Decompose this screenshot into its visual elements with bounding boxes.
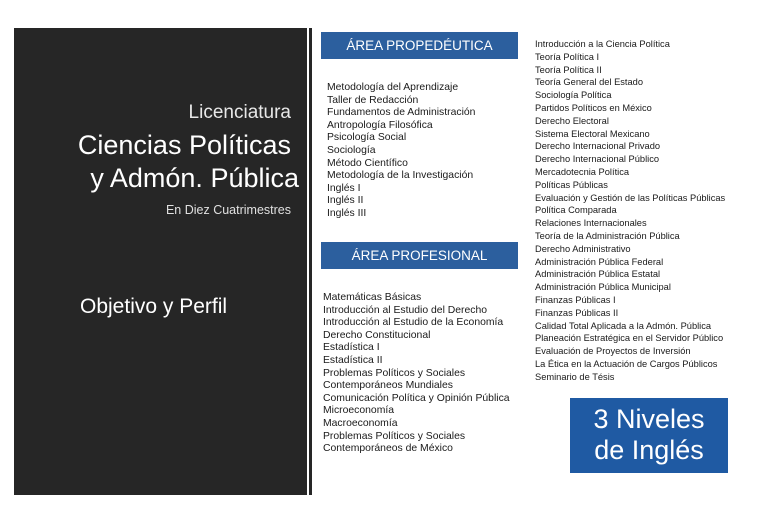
subject-item: Finanzas Públicas I	[535, 294, 616, 305]
subject-item: Mercadotecnia Política	[535, 166, 630, 177]
subject-item: Psicología Social	[327, 132, 407, 144]
cover-panel	[14, 28, 307, 495]
subject-item: Microeconomía	[323, 405, 395, 417]
subject-item: Teoría Política I	[535, 51, 600, 62]
english-line2: de Inglés	[594, 435, 704, 465]
subject-item: Problemas Políticos y Sociales	[323, 367, 466, 379]
subject-item: Teoría Política II	[535, 64, 602, 75]
subject-item: Comunicación Política y Opinión Pública	[323, 392, 510, 404]
subject-item: Antropología Filosófica	[327, 119, 433, 131]
program-title-line2: y Admón. Pública	[90, 163, 299, 193]
subject-item: Administración Pública Municipal	[535, 282, 671, 293]
subject-item: Metodología del Aprendizaje	[327, 82, 459, 93]
subject-item: Derecho Administrativo	[535, 243, 631, 254]
propedeutica-list	[327, 82, 475, 221]
subject-item: Derecho Electoral	[535, 115, 609, 126]
english-line1: 3 Niveles	[593, 404, 705, 434]
subject-item: Seminario de Tésis	[535, 371, 615, 382]
subject-item: Finanzas Públicas II	[535, 307, 619, 318]
program-title-line1: Ciencias Políticas	[77, 130, 291, 160]
subject-item: Sociología Política	[535, 90, 612, 101]
subject-item: Matemáticas Básicas	[323, 292, 422, 303]
program-duration: En Diez Cuatrimestres	[165, 203, 291, 217]
subject-item: Inglés III	[327, 207, 367, 219]
subject-item: Política Comparada	[535, 205, 617, 216]
subject-item: Políticas Públicas	[535, 179, 608, 190]
subject-item: Introducción al Estudio del Derecho	[323, 304, 488, 316]
subject-item: Introducción a la Ciencia Política	[535, 39, 670, 49]
subject-item: Evaluación de Proyectos de Inversión	[535, 346, 691, 357]
subject-item: Inglés I	[327, 182, 361, 194]
subject-item: Planeación Estratégica en el Servidor Público	[535, 333, 724, 344]
subject-item: Estadística I	[323, 342, 380, 354]
subject-item: Fundamentos de Administración	[327, 107, 476, 119]
subject-item: La Ética en la Actuación de Cargos Públicos	[535, 358, 718, 369]
english-levels-box	[570, 398, 728, 473]
vertical-divider	[309, 28, 312, 495]
area-propedeutica-header: ÁREA PROPEDÉUTICA	[321, 32, 518, 59]
subject-item: Calidad Total Aplicada a la Admón. Pública	[535, 320, 712, 331]
subject-item: Administración Pública Federal	[535, 256, 664, 267]
subject-item: Derecho Constitucional	[323, 329, 431, 341]
licenciatura-label: Licenciatura	[188, 102, 291, 123]
profesional-list	[323, 292, 510, 456]
subject-item: Contemporáneos de México	[323, 443, 453, 455]
subject-item: Taller de Redacción	[327, 94, 419, 106]
subject-item: Relaciones Internacionales	[535, 218, 647, 229]
subject-item: Administración Pública Estatal	[535, 269, 661, 280]
subject-item: Sociología	[327, 144, 376, 156]
subject-item: Teoría de la Administración Pública	[535, 230, 680, 241]
subject-item: Metodología de la Investigación	[327, 170, 474, 182]
subject-item: Evaluación y Gestión de las Políticas Públicas	[535, 192, 726, 203]
subject-item: Contemporáneos Mundiales	[323, 380, 453, 392]
subject-item: Inglés II	[327, 195, 364, 207]
subject-item: Problemas Políticos y Sociales	[323, 430, 466, 442]
subject-item: Partidos Políticos en México	[535, 102, 652, 113]
objetivo-perfil-heading: Objetivo y Perfil	[80, 295, 228, 318]
subject-item: Macroeconomía	[323, 417, 398, 429]
subject-item: Estadística II	[323, 354, 383, 366]
advanced-subjects-list	[535, 38, 725, 384]
subject-item: Introducción al Estudio de la Economía	[323, 317, 504, 329]
subject-item: Teoría General del Estado	[535, 77, 644, 88]
subject-item: Derecho Internacional Privado	[535, 141, 661, 152]
subject-item: Sistema Electoral Mexicano	[535, 128, 650, 139]
area-profesional-header: ÁREA PROFESIONAL	[321, 242, 518, 269]
subject-item: Método Científico	[327, 157, 408, 169]
subject-item: Derecho Internacional Público	[535, 154, 660, 165]
